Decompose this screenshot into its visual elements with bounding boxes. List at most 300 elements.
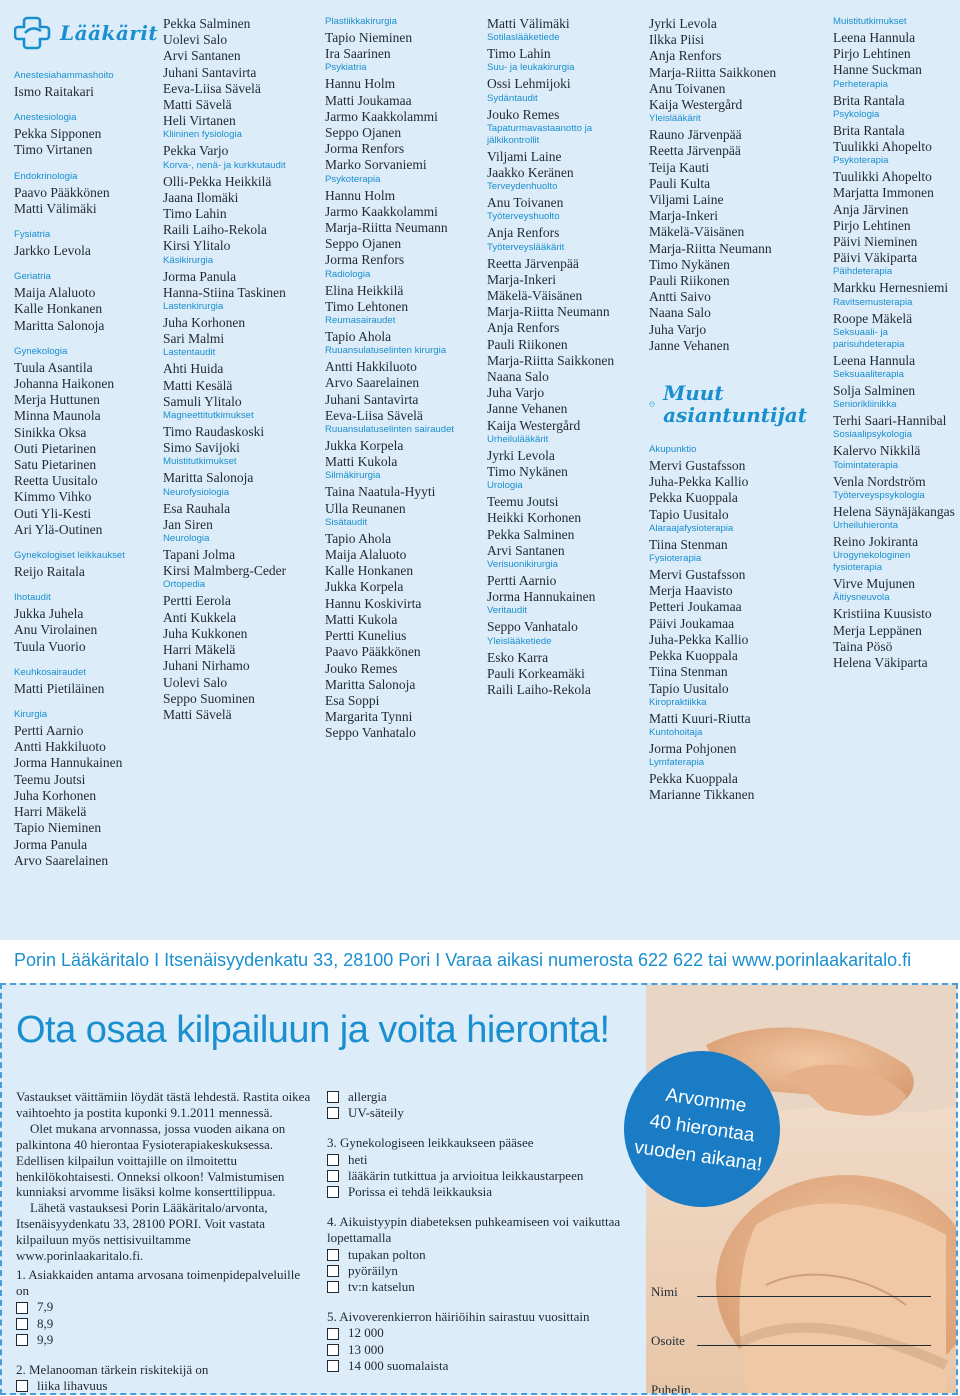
field-label: Nimi (651, 1284, 678, 1299)
practitioner-name: Kalervo Nikkilä (833, 443, 921, 459)
specialty-section (163, 456, 321, 486)
practitioner-name: Tapio Nieminen (325, 30, 413, 45)
answer-option[interactable] (327, 1263, 627, 1279)
practitioner-name: Arvi Santanen (487, 542, 565, 558)
practitioner-name: Roope Mäkelä (833, 310, 913, 326)
specialty-heading: Endokrinologia (14, 170, 78, 182)
practitioner-name: Ismo Raitakari (14, 84, 94, 99)
checkbox[interactable] (16, 1302, 28, 1314)
practitioner-name: Tapio Ahola (325, 329, 392, 345)
option-label: tv:n katselun (348, 1279, 415, 1295)
specialty-list (163, 16, 321, 723)
specialty-list (325, 16, 483, 742)
experts-logo-line2: asiantuntijat (663, 403, 807, 428)
practitioner-name: Kaija Westergård (649, 97, 743, 113)
practitioner-name: Jarmo Kaakkolammi (325, 203, 438, 219)
practitioner-name: Matti Kuuri-Riutta (649, 710, 751, 726)
practitioner-name: Juha Varjo (649, 321, 707, 337)
specialty-heading: Keuhkosairaudet (14, 666, 87, 678)
option-label: 13 000 (348, 1341, 384, 1357)
practitioner-name: Paavo Pääkkönen (325, 644, 421, 660)
phone-line[interactable] (697, 1394, 931, 1395)
contest-intro (16, 1089, 312, 1264)
logo-text: Lääkärit (60, 21, 159, 45)
practitioner-name: Ossi Lehmijoki (487, 76, 571, 92)
answer-option[interactable] (327, 1358, 627, 1374)
checkbox[interactable] (327, 1344, 339, 1356)
checkbox[interactable] (327, 1265, 339, 1277)
answer-option[interactable] (16, 1316, 316, 1332)
answer-option[interactable] (327, 1279, 627, 1295)
practitioner-name: Mervi Gustafsson (649, 458, 746, 474)
practitioner-name: Reijo Raitala (14, 564, 85, 580)
question-2 (16, 1362, 316, 1394)
specialty-heading: Neurofysiologia (163, 486, 230, 498)
practitioner-name: Matti Välimäki (14, 200, 97, 216)
specialty-heading: Akupunktio (649, 444, 697, 456)
specialty-heading: Muistitutkimukset (163, 456, 237, 468)
experts-logo (649, 382, 807, 426)
name-line[interactable] (697, 1296, 931, 1297)
specialty-section (833, 592, 958, 671)
specialty-heading: Neurologia (163, 533, 210, 545)
specialty-heading: Seksuaali- ja parisuhdeterapia (833, 326, 905, 350)
practitioner-name: Timo Virtanen (14, 142, 93, 158)
practitioner-name: Hanna-Stiina Taskinen (163, 284, 286, 300)
practitioner-name: Harri Mäkelä (163, 642, 236, 658)
practitioner-name: Juhani Santavirta (163, 64, 257, 80)
practitioner-name: Matti Joukamaa (325, 92, 412, 108)
practitioner-name: Jukka Juhela (14, 606, 84, 622)
intro-paragraph: Lähetä vastauksesi Porin Lääkäritalo/arvonta, Itsenäisyydenkatu 33, 28100 PORI. Voit vastata kilpailuun myös nettisivuiltamme www.porinlaakaritalo.fi. (16, 1200, 268, 1264)
practitioner-name: Ira Saarinen (325, 46, 391, 62)
answer-option[interactable] (327, 1089, 627, 1105)
practitioner-name: Kalle Honkanen (325, 563, 414, 579)
specialty-heading: Silmäkirurgia (325, 470, 381, 482)
checkbox[interactable] (327, 1091, 339, 1103)
specialty-section (833, 16, 958, 79)
questions-left (16, 1267, 316, 1394)
practitioner-name: Maija Alaluoto (325, 547, 407, 563)
practitioner-name: Pekka Kuoppala (649, 771, 738, 787)
practitioner-name: Ulla Reunanen (325, 500, 406, 516)
specialty-section (487, 559, 645, 605)
specialty-section (487, 16, 645, 32)
cross-logo-icon (14, 16, 52, 50)
specialty-section (833, 520, 958, 550)
specialty-section (487, 181, 645, 211)
answer-option[interactable] (327, 1325, 627, 1341)
specialty-section (833, 550, 958, 592)
practitioner-name: Johanna Haikonen (14, 376, 115, 392)
practitioner-name: Pekka Salminen (163, 16, 251, 31)
specialty-section (487, 605, 645, 635)
practitioner-name: Jorma Hannukainen (487, 589, 596, 605)
practitioner-name: Sari Malmi (163, 331, 225, 347)
specialty-heading: Fysioterapia (649, 553, 702, 565)
checkbox[interactable] (327, 1249, 339, 1261)
practitioner-name: Seppo Ojanen (325, 125, 402, 141)
specialty-section (325, 174, 483, 269)
practitioner-name: Anja Renfors (487, 320, 560, 336)
practitioner-name: Naana Salo (487, 369, 549, 385)
practitioner-name: Merja Haavisto (649, 583, 733, 599)
specialty-heading: Ruuansulatuselinten sairaudet (325, 424, 455, 436)
specialty-section (163, 129, 321, 159)
practitioner-name: Kimmo Vihko (14, 489, 92, 505)
practitioner-name: Jorma Panula (163, 268, 237, 284)
specialty-heading: Psykologia (833, 108, 880, 120)
practitioner-name: Antti Saivo (649, 289, 711, 305)
practitioner-name: Marja-Riitta Saikkonen (487, 352, 615, 368)
checkbox[interactable] (327, 1281, 339, 1293)
practitioner-name: Marja-Riitta Neumann (487, 304, 610, 320)
practitioner-name: Marianne Tikkanen (649, 787, 755, 803)
column-6 (833, 16, 958, 671)
practitioner-name: Antti Hakkiluoto (14, 739, 106, 755)
practitioner-name: Ari Ylä-Outinen (14, 521, 103, 537)
checkbox[interactable] (16, 1318, 28, 1330)
specialty-heading: Työterveyshuolto (487, 211, 560, 223)
practitioner-name: Eeva-Liisa Sävelä (325, 407, 423, 423)
practitioner-name: Juha Korhonen (163, 315, 246, 331)
practitioner-name: Taina Pösö (833, 638, 893, 654)
practitioner-name: Jyrki Levola (649, 16, 717, 31)
specialty-section (649, 757, 807, 803)
specialty-heading: Terveydenhuolto (487, 181, 558, 193)
practitioner-name: Hannu Koskivirta (325, 595, 422, 611)
specialty-heading: Plastiikkakirurgia (325, 16, 397, 27)
practitioner-name: Tiina Stenman (649, 536, 728, 552)
specialty-section (487, 434, 645, 480)
specialty-heading: Työterveyspsykologia (833, 489, 925, 501)
specialty-section (14, 112, 172, 158)
specialty-section (163, 347, 321, 410)
answer-option[interactable] (327, 1105, 627, 1121)
question-5 (327, 1309, 627, 1374)
phone-field[interactable] (651, 1349, 931, 1395)
specialty-heading: Sosiaalipsykologia (833, 429, 912, 441)
specialty-section (14, 271, 172, 334)
checkbox[interactable] (327, 1170, 339, 1182)
question-title: 1. Asiakkaiden antama arvosana toimenpidepalveluille on (16, 1267, 301, 1299)
practitioner-name: Sinikka Oksa (14, 424, 87, 440)
address-line[interactable] (697, 1345, 931, 1346)
practitioner-name: Matti Sävelä (163, 97, 232, 113)
field-label: Osoite (651, 1333, 685, 1348)
address-field[interactable] (651, 1300, 931, 1349)
specialty-heading: Ravitsemusterapia (833, 296, 913, 308)
practitioner-name: Raili Laiho-Rekola (163, 222, 267, 238)
question-3 (327, 1135, 627, 1200)
practitioner-name: Marja-Inkeri (649, 208, 718, 224)
practitioner-name: Juha Kukkonen (163, 625, 248, 641)
practitioner-name: Viljami Laine (487, 148, 562, 164)
question-title: 3. Gynekologiseen leikkaukseen pääsee (327, 1135, 534, 1151)
specialty-list (649, 444, 807, 803)
column-1 (14, 16, 172, 869)
checkbox[interactable] (16, 1334, 28, 1346)
specialty-section (487, 62, 645, 92)
name-field[interactable] (651, 1251, 931, 1300)
specialty-section (163, 410, 321, 456)
practitioner-name: Marja-Inkeri (487, 271, 556, 287)
specialty-section (14, 346, 172, 538)
specialty-heading: Perheterapia (833, 78, 888, 90)
answer-option[interactable] (327, 1168, 627, 1184)
practitioner-name: Kirsi Malmberg-Ceder (163, 563, 287, 579)
option-label: lääkärin tutkittua ja arvioitua leikkaustarpeen (348, 1167, 584, 1183)
practitioner-name: Kalle Honkanen (14, 301, 103, 317)
practitioner-name: Teija Kauti (649, 159, 710, 175)
practitioner-name: Marja-Riitta Neumann (649, 240, 772, 256)
specialty-section (14, 70, 172, 100)
specialty-heading: Seniorikliinikka (833, 399, 897, 411)
specialty-section (649, 113, 807, 354)
practitioner-name: Jorma Renfors (325, 141, 405, 157)
specialty-heading: Käsikirurgia (163, 254, 214, 266)
practitioner-name: Anu Toivanen (649, 80, 726, 96)
practitioner-name: Elina Heikkilä (325, 282, 404, 298)
specialty-heading: Radiologia (325, 268, 371, 280)
specialty-heading: Reumasairaudet (325, 315, 396, 327)
practitioner-name: Helena Säynäjäkangas (833, 503, 955, 519)
practitioner-name: Reino Jokiranta (833, 534, 919, 550)
practitioner-name: Anja Renfors (649, 48, 722, 64)
practitioner-name: Jorma Panula (14, 836, 88, 852)
column-2 (163, 16, 321, 723)
practitioner-name: Timo Lehtonen (325, 298, 409, 314)
practitioner-name: Marko Sorvaniemi (325, 157, 427, 173)
practitioner-name: Heikki Korhonen (487, 510, 582, 526)
specialty-section (325, 269, 483, 315)
specialty-section (163, 533, 321, 579)
practitioner-name: Matti Sävelä (163, 706, 232, 722)
question-1 (16, 1267, 316, 1348)
practitioner-name: Pertti Kunelius (325, 628, 407, 644)
specialty-heading: Urologia (487, 480, 523, 492)
specialty-section (163, 487, 321, 533)
option-label: UV-säteily (348, 1105, 404, 1121)
practitioner-name: Merja Huttunen (14, 392, 100, 408)
specialty-heading: Verisuonikirurgia (487, 559, 558, 571)
answer-option[interactable] (16, 1299, 316, 1315)
option-label: allergia (348, 1089, 387, 1104)
specialty-heading: Tapaturmavastaanotto ja jälkikontrollit (487, 122, 593, 146)
answer-option[interactable] (327, 1342, 627, 1358)
practitioner-name: Reetta Järvenpää (649, 143, 741, 159)
badge-line: vuoden aikana! (632, 1136, 764, 1176)
practitioner-name: Anu Toivanen (487, 195, 564, 211)
practitioner-name: Mäkelä-Väisänen (649, 224, 745, 240)
specialty-heading: Psykoterapia (325, 173, 381, 185)
specialty-heading: Kuntohoitaja (649, 726, 703, 738)
specialty-heading: Kirurgia (14, 709, 48, 721)
answer-option[interactable] (327, 1152, 627, 1168)
specialty-section (487, 32, 645, 62)
specialty-section (487, 123, 645, 181)
practitioner-name: Tuula Asantila (14, 359, 93, 375)
specialty-section (833, 79, 958, 109)
specialty-section (833, 460, 958, 490)
practitioner-name: Tapio Ahola (325, 530, 392, 546)
practitioner-name: Jukka Korpela (325, 438, 404, 454)
specialty-section (649, 16, 807, 113)
checkbox[interactable] (16, 1380, 28, 1392)
practitioner-name: Helena Väkiparta (833, 655, 928, 671)
practitioner-name: Juha-Pekka Kallio (649, 474, 749, 490)
specialty-section (14, 550, 172, 580)
practitioner-name: Jyrki Levola (487, 447, 555, 463)
practitioner-name: Solja Salminen (833, 383, 916, 399)
practitioner-name: Jouko Remes (325, 660, 398, 676)
practitioner-name: Hannu Holm (325, 76, 396, 92)
practitioner-name: Esko Karra (487, 649, 549, 665)
practitioner-name: Leena Hannula (833, 352, 916, 368)
intro-paragraph: Vastaukset väittämiin löydät tästä lehdestä. Rastita oikea vaihtoehto ja postita kuponki 9.1.2011 mennessä. (16, 1089, 311, 1120)
practitioner-name: Tuulikki Ahopelto (833, 139, 932, 155)
checkbox[interactable] (327, 1186, 339, 1198)
practitioner-name: Jorma Pohjonen (649, 740, 737, 756)
practitioner-name: Satu Pietarinen (14, 457, 97, 473)
specialty-section (649, 697, 807, 727)
checkbox[interactable] (327, 1328, 339, 1340)
practitioner-name: Jouko Remes (487, 106, 560, 122)
practitioner-name: Juha Varjo (487, 385, 545, 401)
practitioner-name: Petteri Joukamaa (649, 599, 742, 615)
practitioner-name: Pekka Salminen (487, 526, 575, 542)
checkbox[interactable] (327, 1107, 339, 1119)
practitioner-name: Ahti Huida (163, 361, 224, 377)
practitioner-name: Pirjo Lehtinen (833, 46, 911, 62)
specialty-section (163, 255, 321, 301)
checkbox[interactable] (327, 1360, 339, 1372)
laakarit-logo (14, 16, 172, 50)
specialty-list (14, 70, 172, 869)
question-title: 2. Melanooman tärkein riskitekijä on (16, 1362, 209, 1378)
specialty-section (14, 709, 172, 869)
specialty-section (325, 62, 483, 173)
experts-logo-line1: Muut (663, 381, 724, 406)
specialty-section (833, 155, 958, 266)
specialty-section (325, 470, 483, 516)
practitioner-name: Janne Vehanen (487, 401, 568, 417)
practitioner-name: Timo Raudaskoski (163, 424, 265, 440)
practitioner-name: Marjatta Immonen (833, 185, 934, 201)
practitioner-name: Teemu Joutsi (14, 771, 86, 787)
practitioner-name: Mervi Gustafsson (649, 567, 746, 583)
option-label: 9,9 (37, 1331, 54, 1347)
practitioner-name: Anja Järvinen (833, 201, 909, 217)
question-2-cont (327, 1089, 627, 1121)
specialty-heading: Työterveyslääkärit (487, 241, 565, 253)
practitioner-name: Seppo Suominen (163, 690, 255, 706)
practitioner-name: Tapani Jolma (163, 547, 236, 563)
specialty-heading: Yleislääketiede (487, 635, 552, 647)
practitioner-name: Tapio Nieminen (14, 820, 102, 836)
practitioner-name: Venla Nordström (833, 473, 926, 489)
practitioner-name: Matti Kesälä (163, 377, 233, 393)
practitioner-name: Hannu Holm (325, 187, 396, 203)
specialty-heading: Alaraajafysioterapia (649, 522, 734, 534)
practitioner-name: Brita Rantala (833, 92, 905, 108)
practitioner-name: Kirsi Ylitalo (163, 238, 231, 254)
practitioner-name: Paavo Pääkkönen (14, 184, 110, 200)
practitioner-name: Maija Alaluoto (14, 285, 96, 301)
practitioner-name: Pekka Kuoppala (649, 648, 738, 664)
specialty-heading: Anestesiahammashoito (14, 70, 114, 81)
entry-form (651, 1251, 931, 1395)
specialty-section (649, 523, 807, 553)
specialty-heading: Urheiluhieronta (833, 520, 899, 532)
answer-option[interactable] (327, 1184, 627, 1200)
practitioner-name: Virve Mujunen (833, 576, 916, 592)
option-label: pyöräilyn (348, 1262, 398, 1278)
questions-right (327, 1089, 627, 1374)
specialty-heading: Äitiysneuvola (833, 592, 890, 604)
practitioner-name: Jaana Ilomäki (163, 189, 239, 205)
specialty-heading: Sotilaslääketiede (487, 32, 560, 44)
contest-coupon (0, 983, 958, 1395)
answer-option[interactable] (16, 1332, 316, 1348)
practitioner-name: Matti Kukola (325, 611, 398, 627)
specialty-section (163, 160, 321, 255)
specialty-heading: Ortopedia (163, 579, 206, 591)
specialty-section (649, 553, 807, 697)
field-label: Puhelin (651, 1382, 691, 1395)
practitioner-name: Hanne Suckman (833, 62, 922, 78)
practitioner-name: Anja Renfors (487, 225, 560, 241)
practitioner-name: Harri Mäkelä (14, 804, 87, 820)
specialty-list (649, 16, 807, 354)
answer-option[interactable] (327, 1247, 627, 1263)
practitioner-name: Anu Virolainen (14, 622, 98, 638)
specialty-section (163, 579, 321, 723)
specialty-section (487, 93, 645, 123)
option-label: tupakan polton (348, 1246, 426, 1262)
specialty-section (487, 242, 645, 434)
practitioner-name: Seppo Vanhatalo (487, 619, 578, 635)
practitioner-name: Päivi Joukamaa (649, 615, 735, 631)
specialty-heading: Toimintaterapia (833, 459, 899, 471)
specialty-section (325, 16, 483, 62)
practitioner-name: Arvi Santanen (163, 48, 241, 64)
practitioner-name: Arvo Saarelainen (14, 852, 109, 868)
specialty-section (325, 517, 483, 742)
specialty-section (833, 327, 958, 369)
practitioner-name: Timo Nykänen (649, 256, 730, 272)
specialty-heading: Lastenkirurgia (163, 301, 224, 313)
contact-footer: Porin Lääkäritalo I Itsenäisyydenkatu 33, 28100 Pori I Varaa aikasi numerosta 622 622 tai www.porinlaakaritalo.fi (14, 949, 912, 970)
practitioner-name: Maritta Salonoja (325, 676, 416, 692)
practitioner-name: Jaakko Keränen (487, 165, 574, 181)
practitioner-name: Merja Leppänen (833, 622, 922, 638)
practitioner-name: Pauli Riikonen (649, 273, 730, 289)
practitioner-name: Jukka Korpela (325, 579, 404, 595)
practitioner-name: Uolevi Salo (163, 674, 228, 690)
practitioner-name: Janne Vehanen (649, 337, 730, 353)
answer-option[interactable] (16, 1378, 316, 1394)
specialty-heading: Psykoterapia (833, 155, 889, 167)
practitioner-name: Simo Savijoki (163, 440, 240, 456)
specialty-heading: Lastentaudit (163, 347, 216, 359)
practitioner-name: Arvo Saarelainen (325, 375, 420, 391)
checkbox[interactable] (327, 1154, 339, 1166)
practitioner-name: Seppo Vanhatalo (325, 725, 416, 741)
specialty-heading: Anestesiologia (14, 112, 77, 124)
specialty-section (833, 266, 958, 296)
practitioner-name: Antti Hakkiluoto (325, 359, 417, 375)
